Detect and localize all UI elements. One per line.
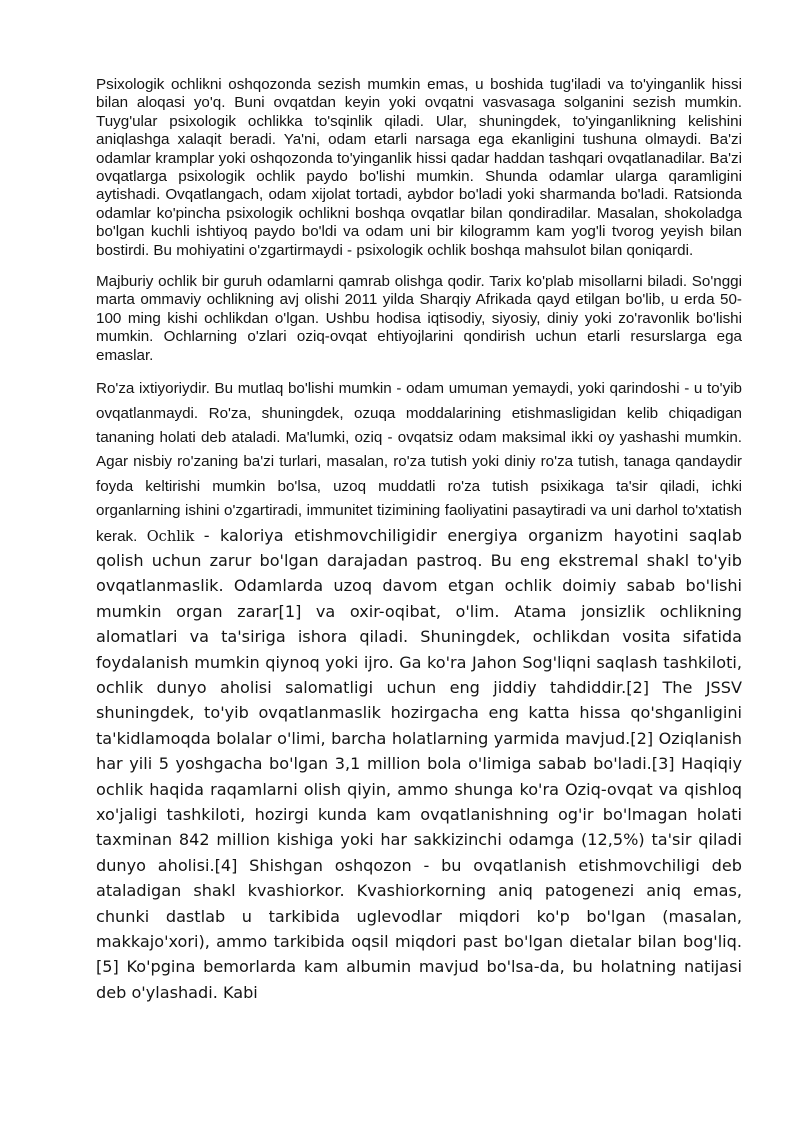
paragraph-starvation-text: - kaloriya etishmovchiligidir energiya organizm hayotini saqlab qolish uchun zarur bo'lgan darajadan pastroq. Bu eng ekstremal shakl to'yib ovqatlanmaslik. Odamlarda uzoq davom etgan ochlik doimiy sabab bo'lishi mumkin organ zarar[1] va oxir-oqibat, o'lim. Atama jonsizlik ochlikning alomatlari va ta'siriga ishora qiladi. Shuningdek, ochlikdan vosita sifatida foydalanish mumkin qiynoq yoki ijro. Ga ko'ra Jahon Sog'liqni saqlash tashkiloti, ochlik dunyo aholisi salomatligi uchun eng jiddiy tahdiddir.[2] The JSSV shuningdek, to'yib ovqatlanmaslik hozirgacha eng katta hissa qo'shganligini ta'kidlamoqda bolalar o'limi, barcha holatlarning yarmida mavjud.[2] Oziqlanish har yili 5 yoshgacha bo'lgan 3,1 million bola o'limiga sabab bo'ladi.[3] Haqiqiy ochlik haqida raqamlarni olish qiyin, ammo shunga ko'ra Oziq-ovqat va qishloq xo'jaligi tashkiloti, hozirgi kunda kam ovqatlanishning og'ir bo'lmagan holati taxminan 842 million kishiga yoki har sakkizinchi odamga (12,5%) ta'sir qiladi dunyo aholisi.[4] Shishgan oshqozon - bu ovqatlanish etishmovchiligi deb ataladigan shakl kvashiorkor. Kvashiorkorning aniq patogenezi aniq emas, chunki dastlab u tarkibida uglevodlar miqdori ko'p bo'lgan (masalan, makkajo'xori), ammo tarkibida oqsil miqdori past bo'lgan dietalar bilan bog'liq.[5] Ko'pgina bemorlarda kam albumin mavjud bo'lsa-da, bu holatning natijasi deb o'ylashadi. Kabi bbox=[96, 525, 743, 1002]
paragraph-psychological-hunger: Psixologik ochlikni oshqozonda sezish mumkin emas, u boshida tug'iladi va to'yinganlik hissi bilan aloqasi yo'q. Buni ovqatdan keyin yoki ovqatni vasvasaga solganini sezish mumkin. Tuyg'ular psixologik ochlikka to'sqinlik qiladi. Ular, shuningdek, to'yinganlikning kelishini aniqlashga xalaqit beradi. Ya'ni, odam etarli narsaga ega ekanligini tushuna olmaydi. Ba'zi odamlar kramplar yoki oshqozonda to'yinganlik hissi qadar haddan tashqari ovqatlanadilar. Ba'zi ovqatlarga psixologik ochlik paydo bo'lishi mumkin. Shunda odamlar ularga qaramligini aytishadi. Ovqatlangach, odam xijolat tortadi, aybdor bo'ladi yoki sharmanda bo'ladi. Ratsionda odamlar ko'pincha psixologik ochlikni boshqa ovqatlar bilan qondiradilar. Masalan, shokoladga bo'lgan kuchli ishtiyoq paydo bo'ldi va odam uni bir kilogramm kam yog'li tvorog yeyish bilan bostirdi. Bu mohiyatini o'zgartirmaydi - psixologik ochlik boshqa mahsulot bilan qoniqardi. bbox=[96, 76, 742, 259]
paragraph-fasting-and-starvation bbox=[96, 377, 742, 1006]
starvation-term: Ochlik bbox=[146, 527, 195, 545]
paragraph-forced-hunger: Majburiy ochlik bir guruh odamlarni qamrab olishga qodir. Tarix ko'plab misollarni biladi. So'nggi marta ommaviy ochlikning avj olishi 2011 yilda Sharqiy Afrikada qayd etilgan bo'lib, u erda 50-100 ming kishi ochlikdan o'lgan. Ushbu hodisa iqtisodiy, siyosiy, diniy yoki zo'ravonlik bo'lishi mumkin. Ochlarning o'zlari oziq-ovqat ehtiyojlarini qondirish uchun etarli resurslarga ega emaslar. bbox=[96, 273, 742, 364]
document-page bbox=[96, 76, 742, 1006]
paragraph-fasting-text: Ro'za ixtiyoriydir. Bu mutlaq bo'lishi mumkin - odam umuman yemaydi, yoki qarindoshi - u to'yib ovqatlanmaydi. Ro'za, shuningdek, ozuqa moddalarining etishmasligidan kelib chiqadigan tananing holati deb ataladi. Ma'lumki, oziq - ovqatsiz odam maksimal ikki oy yashashi mumkin. Agar nisbiy ro'zaning ba'zi turlari, masalan, ro'za tutish yoki diniy ro'za tutish, tanaga qandaydir foyda keltirishi mumkin bo'lsa, uzoq muddatli ro'za tutish psixikaga ta'sir qiladi, ichki organlarning ishini o'zgartiradi, immunitet tizimining faoliyatini pasaytiradi va uni darhol to'xtatish kerak. bbox=[96, 380, 742, 545]
